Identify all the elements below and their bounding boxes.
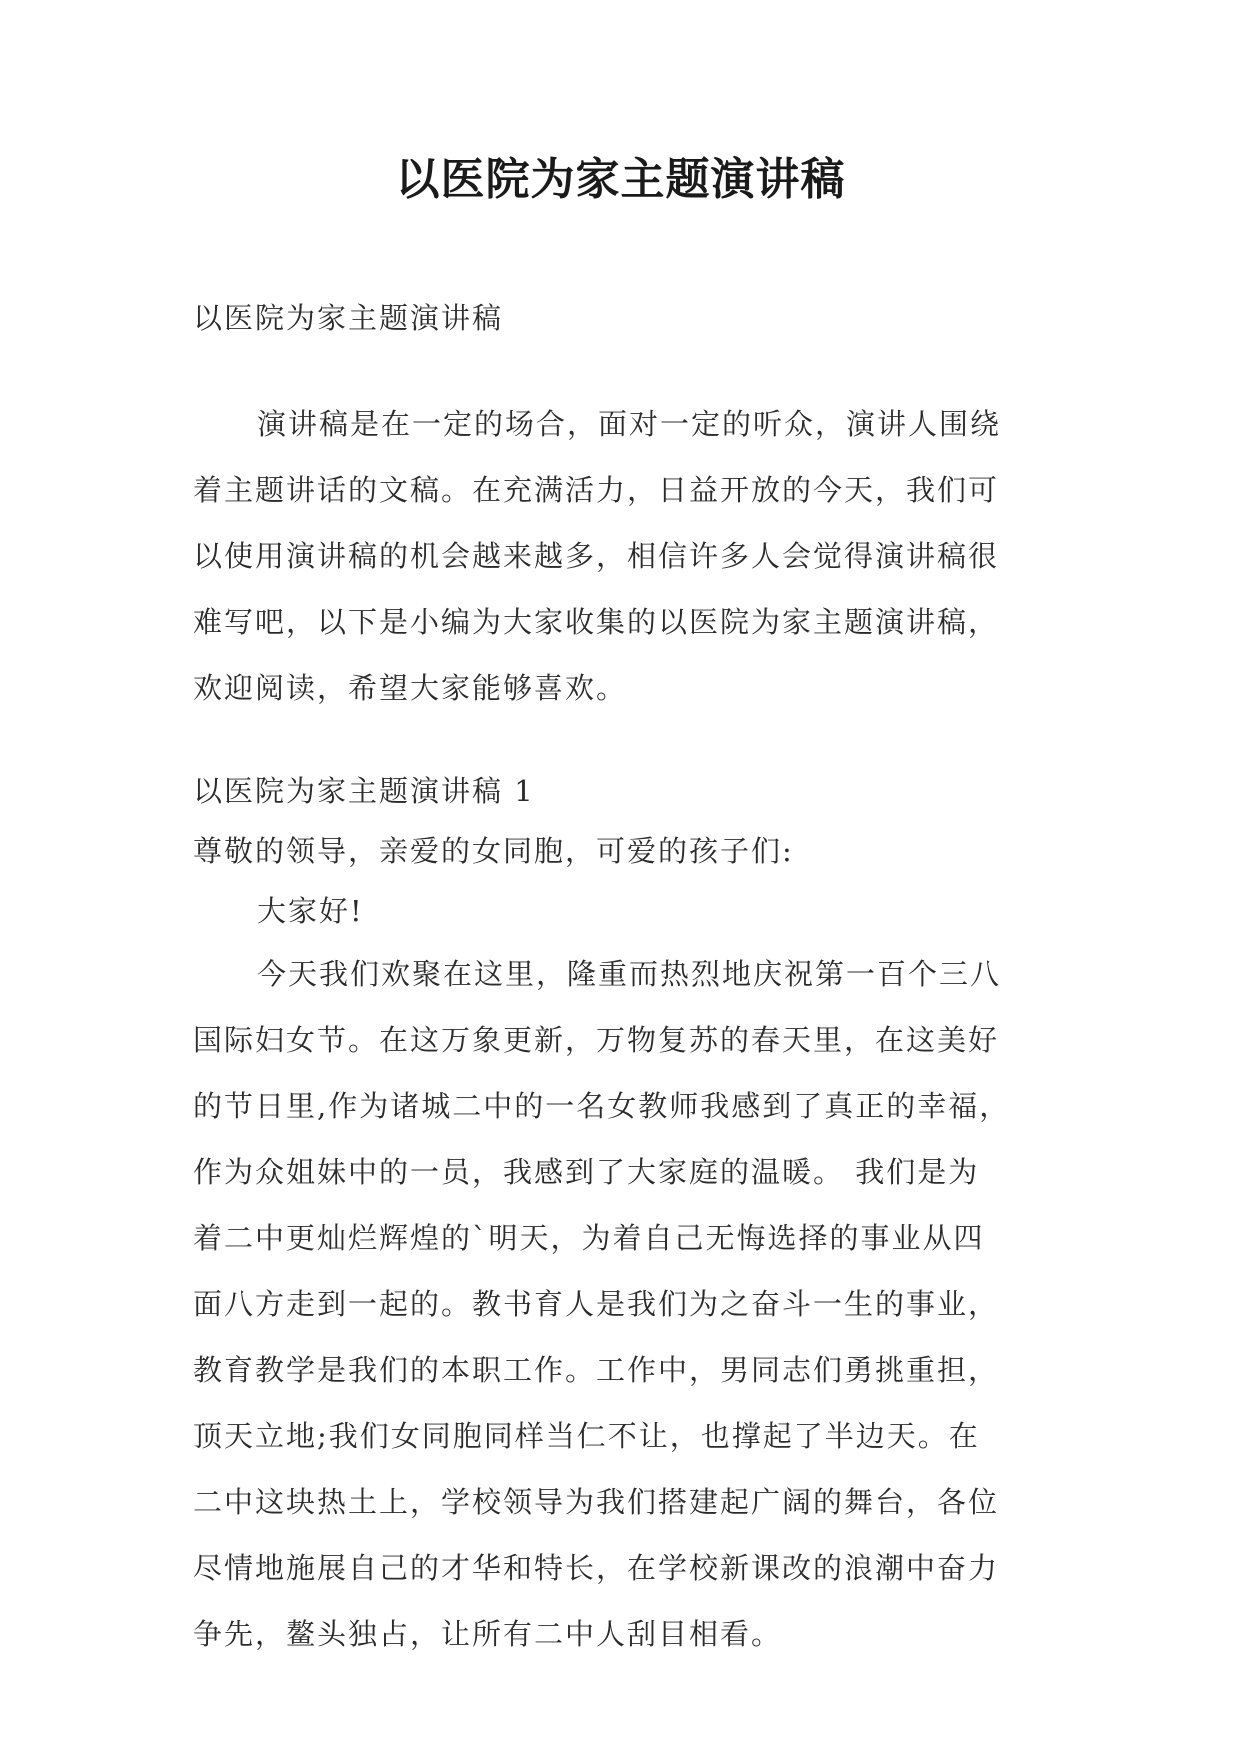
body-line: 争先，鳌头独占，让所有二中人刮目相看。	[193, 1617, 783, 1651]
section-heading: 以医院为家主题演讲稿 1	[193, 774, 535, 808]
body-line: 作为众姐妹中的一员，我感到了大家庭的温暖。 我们是为	[193, 1155, 980, 1189]
intro-line: 着主题讲话的文稿。在充满活力，日益开放的今天，我们可	[193, 473, 1000, 507]
body-line: 顶天立地;我们女同胞同样当仁不让，也撑起了半边天。在	[193, 1419, 980, 1453]
body-line: 尽情地施展自己的才华和特长，在学校新课改的浪潮中奋力	[193, 1551, 1000, 1585]
paragraph-gap	[193, 721, 1073, 761]
body-line: 教育教学是我们的本职工作。工作中，男同志们勇挑重担，	[193, 1353, 1000, 1387]
body-line: 国际妇女节。在这万象更新，万物复苏的春天里，在这美好	[193, 1023, 1000, 1057]
paragraph-gap	[193, 351, 1073, 391]
body-line: 着二中更灿烂辉煌的`明天，为着自己无悔选择的事业从四	[193, 1221, 985, 1255]
body-line: 今天我们欢聚在这里，隆重而热烈地庆祝第一百个三八	[257, 957, 1002, 991]
intro-line: 以使用演讲稿的机会越来越多，相信许多人会觉得演讲稿很	[193, 539, 1000, 573]
intro-line: 欢迎阅读，希望大家能够喜欢。	[193, 671, 628, 705]
document-body	[193, 285, 1073, 1667]
salutation: 尊敬的领导，亲爱的女同胞，可爱的孩子们:	[193, 834, 794, 868]
intro-line: 演讲稿是在一定的场合，面对一定的听众，演讲人围绕	[257, 407, 1002, 441]
document-title: 以医院为家主题演讲稿	[395, 154, 846, 205]
document-subtitle: 以医院为家主题演讲稿	[193, 301, 504, 335]
body-line: 的节日里,作为诸城二中的一名女教师我感到了真正的幸福，	[193, 1089, 1011, 1123]
intro-line: 难写吧，以下是小编为大家收集的以医院为家主题演讲稿，	[193, 605, 1000, 639]
greeting: 大家好!	[257, 894, 364, 928]
body-line: 面八方走到一起的。教书育人是我们为之奋斗一生的事业，	[193, 1287, 1000, 1321]
body-line: 二中这块热土上，学校领导为我们搭建起广阔的舞台，各位	[193, 1485, 1000, 1519]
